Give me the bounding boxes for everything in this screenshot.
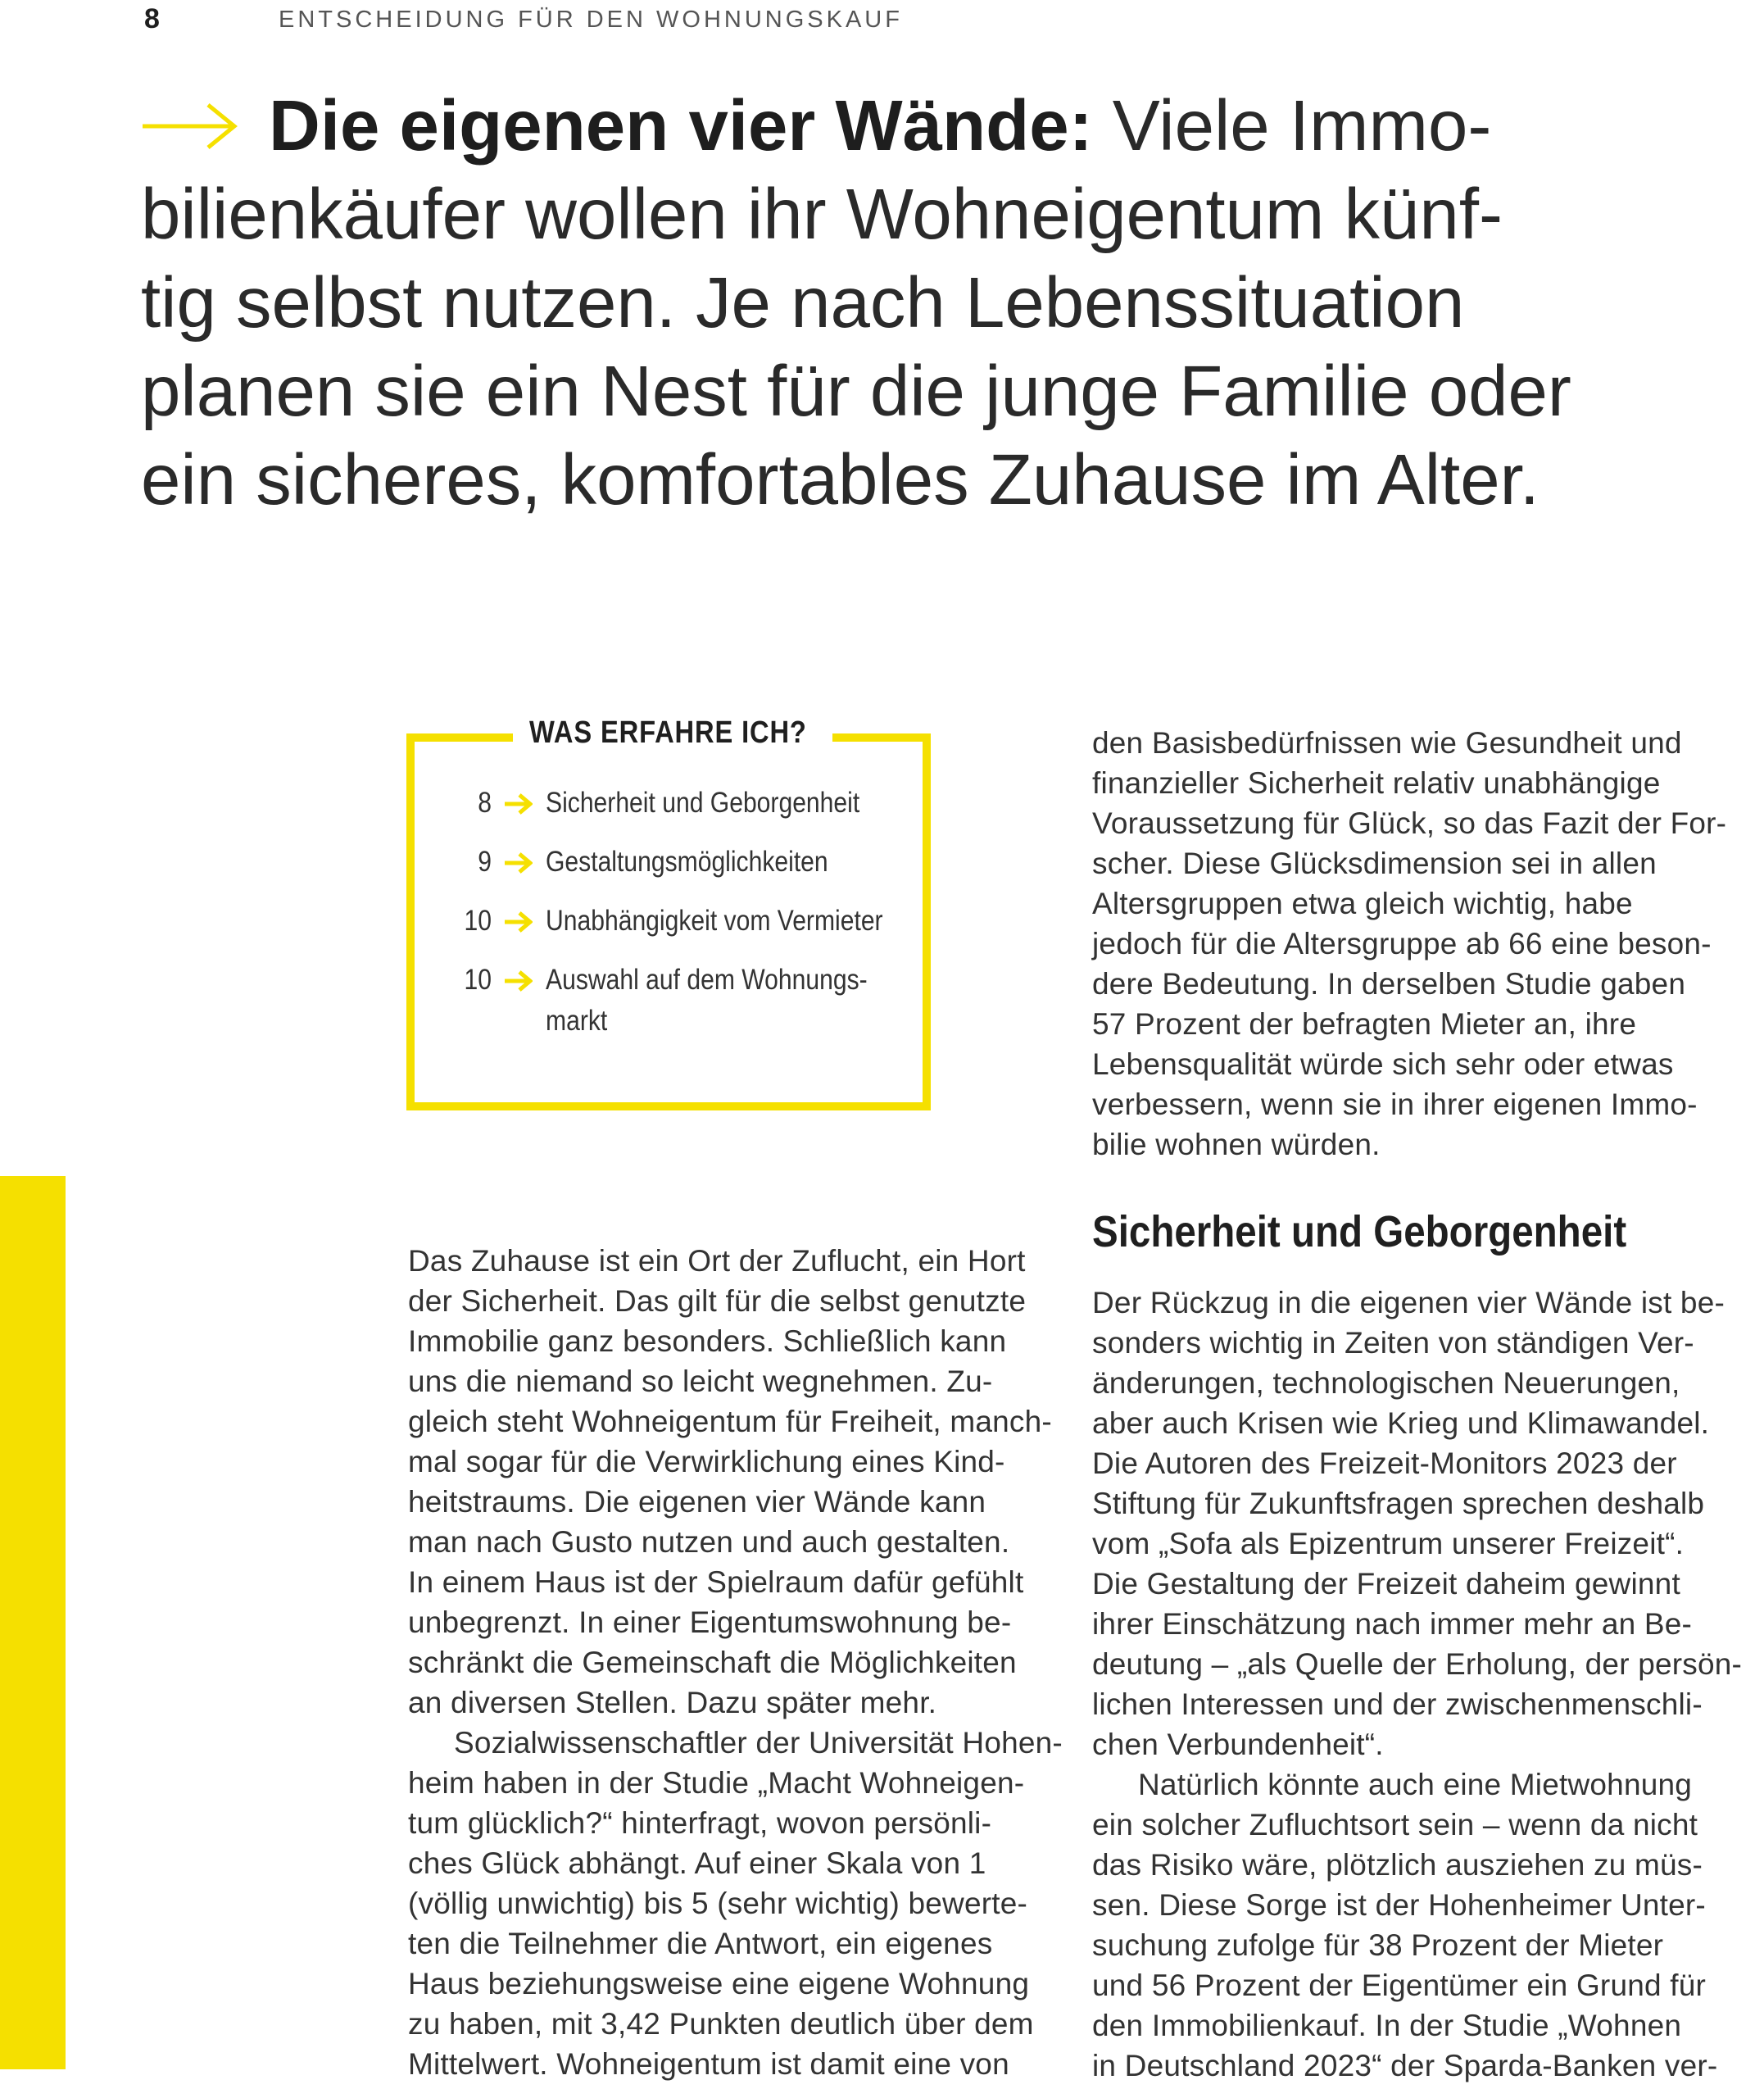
text-line: deutung – „als Quelle der Erholung, der persön- bbox=[1092, 1647, 1743, 1681]
text-line: sonders wichtig in Zeiten von ständigen Ver- bbox=[1092, 1326, 1694, 1360]
lead-line: tig selbst nutzen. Je nach Lebenssituation bbox=[141, 263, 1465, 343]
text-line: Sozialwissenschaftler der Universität Hohen- bbox=[454, 1726, 1063, 1760]
text-line: sen. Diese Sorge ist der Hohenheimer Unter- bbox=[1092, 1888, 1706, 1922]
text-line: (völlig unwichtig) bis 5 (sehr wichtig) bewerte- bbox=[408, 1887, 1028, 1920]
text-line: Stiftung für Zukunftsfragen sprechen deshalb bbox=[1092, 1487, 1705, 1520]
toc-item-text: Unabhängigkeit vom Vermieter bbox=[546, 905, 883, 937]
arrow-right-icon bbox=[503, 910, 533, 933]
text-line: lichen Interessen und der zwischenmenschli- bbox=[1092, 1687, 1703, 1721]
toc-frame-top-left bbox=[415, 733, 513, 742]
body-column-left bbox=[408, 1241, 1063, 2084]
toc-box bbox=[406, 715, 931, 1110]
text-line: ihrer Einschätzung nach immer mehr an Be- bbox=[1092, 1607, 1693, 1641]
text-line: Haus beziehungsweise eine eigene Wohnung bbox=[408, 1967, 1030, 2000]
lead-line: planen sie ein Nest für die junge Familie oder bbox=[141, 352, 1571, 431]
text-line: scher. Diese Glücksdimension sei in allen bbox=[1092, 847, 1657, 880]
toc-page-number: 10 bbox=[464, 905, 492, 937]
text-line: tum glücklich?“ hinterfragt, wovon persönli- bbox=[408, 1806, 992, 1840]
text-line: jedoch für die Altersgruppe ab 66 eine beson- bbox=[1092, 927, 1712, 960]
lead-paragraph bbox=[141, 82, 1714, 524]
text-line: änderungen, technologischen Neuerungen, bbox=[1092, 1366, 1680, 1400]
text-line: das Risiko wäre, plötzlich ausziehen zu müs- bbox=[1092, 1848, 1703, 1882]
toc-item[interactable] bbox=[415, 783, 923, 842]
text-line: Altersgruppen etwa gleich wichtig, habe bbox=[1092, 887, 1633, 920]
text-line: unbegrenzt. In einer Eigentumswohnung be- bbox=[408, 1605, 1012, 1639]
lead-line-1 bbox=[141, 82, 1714, 170]
text-line: verbessern, wenn sie in ihrer eigenen Immo- bbox=[1092, 1088, 1698, 1121]
text-line: den Basisbedürfnissen wie Gesundheit und bbox=[1092, 726, 1682, 760]
text-line: uns die niemand so leicht wegnehmen. Zu- bbox=[408, 1365, 993, 1398]
text-line: aber auch Krisen wie Krieg und Klimawandel. bbox=[1092, 1406, 1710, 1440]
text-line: der Sicherheit. Das gilt für die selbst genutzte bbox=[408, 1284, 1027, 1318]
text-line: ein solcher Zufluchtsort sein – wenn da nicht bbox=[1092, 1808, 1698, 1841]
lead-first-line-rest: Viele Immo- bbox=[1092, 86, 1492, 166]
arrow-right-icon bbox=[141, 102, 239, 151]
body-column-right-top bbox=[1092, 723, 1748, 1165]
toc-item-text: Sicherheit und Geborgenheit bbox=[546, 787, 860, 819]
text-line: In einem Haus ist der Spielraum dafür gefühlt bbox=[408, 1565, 1024, 1599]
text-line: den Immobilienkauf. In der Studie „Wohnen bbox=[1092, 2009, 1682, 2042]
lead-line: ein sicheres, komfortables Zuhause im Alter. bbox=[141, 440, 1540, 520]
text-line: ten die Teilnehmer die Antwort, ein eigenes bbox=[408, 1927, 993, 1960]
text-line: heitstraums. Die eigenen vier Wände kann bbox=[408, 1485, 986, 1519]
text-line: Lebensqualität würde sich sehr oder etwas bbox=[1092, 1047, 1674, 1081]
text-line: finanzieller Sicherheit relativ unabhängige bbox=[1092, 766, 1661, 800]
text-line: schränkt die Gemeinschaft die Möglichkeiten bbox=[408, 1646, 1017, 1679]
toc-page-number: 9 bbox=[478, 846, 492, 878]
text-line: Mittelwert. Wohneigentum ist damit eine von bbox=[408, 2047, 1009, 2081]
text-line: ches Glück abhängt. Auf einer Skala von 1 bbox=[408, 1846, 986, 1880]
text-line: gleich steht Wohneigentum für Freiheit, manch- bbox=[408, 1405, 1052, 1438]
text-line: Das Zuhause ist ein Ort der Zuflucht, ein Hort bbox=[408, 1244, 1026, 1278]
text-line: Voraussetzung für Glück, so das Fazit der For- bbox=[1092, 806, 1727, 840]
text-line: dere Bedeutung. In derselben Studie gaben bbox=[1092, 967, 1686, 1001]
arrow-right-icon bbox=[503, 970, 533, 992]
text-line: mal sogar für die Verwirklichung eines Kind- bbox=[408, 1445, 1005, 1478]
arrow-right-icon bbox=[503, 792, 533, 815]
toc-page-number: 10 bbox=[464, 964, 492, 996]
lead-bold-title: Die eigenen vier Wände: bbox=[269, 86, 1093, 166]
text-line: Der Rückzug in die eigenen vier Wände ist be- bbox=[1092, 1286, 1725, 1319]
toc-item[interactable] bbox=[415, 901, 923, 960]
toc-frame-top-right bbox=[832, 733, 923, 742]
running-head: ENTSCHEIDUNG FÜR DEN WOHNUNGSKAUF bbox=[279, 7, 903, 33]
toc-list bbox=[415, 783, 923, 1058]
yellow-side-bar bbox=[0, 1176, 66, 2069]
text-line: heim haben in der Studie „Macht Wohneigen- bbox=[408, 1766, 1025, 1800]
toc-item[interactable] bbox=[415, 960, 923, 1058]
text-line: Natürlich könnte auch eine Mietwohnung bbox=[1138, 1768, 1693, 1801]
text-line: an diversen Stellen. Dazu später mehr. bbox=[408, 1686, 937, 1719]
text-line: Die Autoren des Freizeit-Monitors 2023 der bbox=[1092, 1446, 1677, 1480]
toc-item-text: Gestaltungsmöglichkeiten bbox=[546, 846, 828, 878]
arrow-right-icon bbox=[503, 851, 533, 874]
text-line: vom „Sofa als Epizentrum unserer Freizeit“. bbox=[1092, 1527, 1685, 1560]
text-line: Immobilie ganz besonders. Schließlich kann bbox=[408, 1324, 1007, 1358]
text-line: bilie wohnen würden. bbox=[1092, 1128, 1381, 1161]
text-line: und 56 Prozent der Eigentümer ein Grund für bbox=[1092, 1969, 1707, 2002]
section-heading: Sicherheit und Geborgenheit bbox=[1092, 1207, 1627, 1256]
text-line: chen Verbundenheit“. bbox=[1092, 1728, 1384, 1761]
body-column-right-bottom bbox=[1092, 1283, 1748, 2086]
toc-title: WAS ERFAHRE ICH? bbox=[529, 715, 807, 750]
toc-page-number: 8 bbox=[478, 787, 492, 819]
text-line: Die Gestaltung der Freizeit daheim gewinnt bbox=[1092, 1567, 1680, 1601]
page-number: 8 bbox=[144, 3, 160, 34]
toc-item[interactable] bbox=[415, 842, 923, 901]
toc-item-text: Auswahl auf dem Wohnungs- markt bbox=[546, 964, 868, 1037]
text-line: man nach Gusto nutzen und auch gestalten. bbox=[408, 1525, 1010, 1559]
text-line: in Deutschland 2023“ der Sparda-Banken ver- bbox=[1092, 2049, 1718, 2082]
text-line: 57 Prozent der befragten Mieter an, ihre bbox=[1092, 1007, 1637, 1041]
text-line: suchung zufolge für 38 Prozent der Mieter bbox=[1092, 1928, 1664, 1962]
text-line: zu haben, mit 3,42 Punkten deutlich über dem bbox=[408, 2007, 1034, 2041]
lead-line: bilienkäufer wollen ihr Wohneigentum künf- bbox=[141, 175, 1503, 254]
